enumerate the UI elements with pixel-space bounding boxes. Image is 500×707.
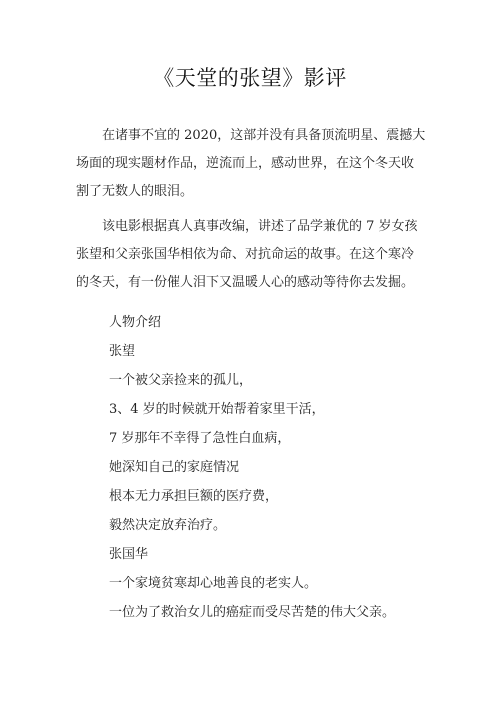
text-line: 7 岁那年不幸得了急性白血病， (109, 431, 291, 446)
text-line: 根本无力承担巨额的医疗费， (109, 489, 279, 504)
text-line: 毅然决定放弃治疗。 (109, 518, 227, 533)
paragraph-2: 该电影根据真人真事改编，讲述了品学兼优的 7 岁女孩张望和父亲张国华相依为命、对抗命运的故事。在这个寒冷的冬天，有一份催人泪下又温暖人心的感动等待你去发掘。 (76, 219, 418, 290)
section-heading-characters: 人物介绍 (109, 315, 162, 330)
character-name-zhangwang: 张望 (109, 344, 136, 359)
paragraph-1: 在诸事不宜的 2020，这部并没有具备顶流明星、震撼大场面的现实题材作品，逆流而上，感动世界，在这个冬天收割了无数人的眼泪。 (76, 128, 426, 199)
paragraph-2-block (76, 213, 426, 297)
document-title: 《天堂的张望》影评 (153, 66, 347, 90)
text-line: 一位为了救治女儿的癌症而受尽苦楚的伟大父亲。 (109, 605, 396, 620)
paragraph-1-block (76, 122, 426, 206)
text-line: 3、4 岁的时候就开始帮着家里干活， (109, 402, 325, 417)
text-line: 她深知自己的家庭情况 (109, 460, 240, 475)
text-line: 一个家境贫寒却心地善良的老实人。 (109, 576, 318, 591)
character-name-zhangguohua: 张国华 (109, 547, 149, 562)
text-line: 一个被父亲捡来的孤儿， (109, 373, 253, 388)
